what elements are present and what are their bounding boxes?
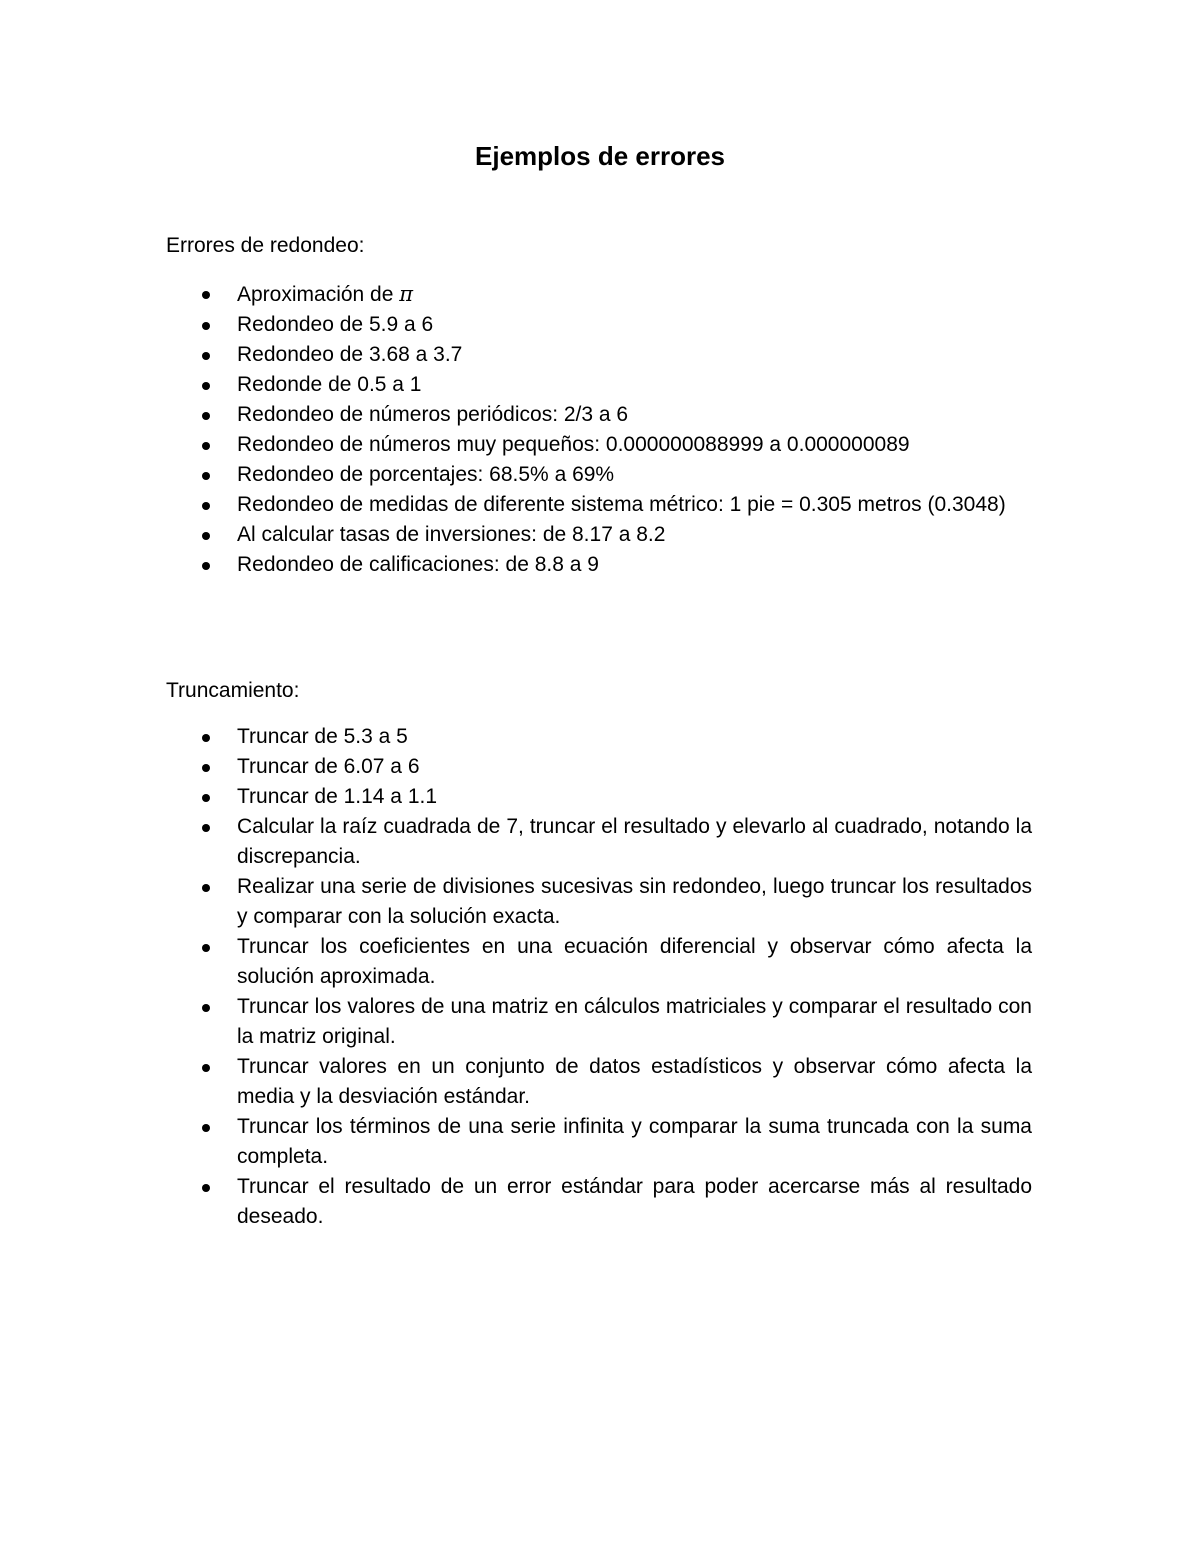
list-item-text: Redondeo de calificaciones: de 8.8 a 9 xyxy=(237,553,599,576)
list-item-text: Calcular la raíz cuadrada de 7, truncar el resultado y elevarlo al cuadrado, notando la discrepancia. xyxy=(237,815,1032,868)
rounding-list xyxy=(166,279,1032,580)
list-item xyxy=(166,340,1032,370)
list-item xyxy=(166,490,1032,520)
bullet-icon xyxy=(202,794,210,802)
bullet-icon xyxy=(202,532,210,540)
bullet-icon xyxy=(202,884,210,892)
bullet-icon xyxy=(202,1004,210,1012)
list-item xyxy=(166,722,1032,752)
list-item xyxy=(166,1172,1032,1232)
bullet-icon xyxy=(202,472,210,480)
list-item-text: Redondeo de números muy pequeños: 0.000000088999 a 0.000000089 xyxy=(237,433,910,456)
list-item-text: Redondeo de 5.9 a 6 xyxy=(237,313,434,336)
bullet-icon xyxy=(202,824,210,832)
list-item xyxy=(166,370,1032,400)
list-item-text: Redondeo de números periódicos: 2/3 a 6 xyxy=(237,403,629,426)
list-item xyxy=(166,752,1032,782)
list-item-text: Truncar de 1.14 a 1.1 xyxy=(237,785,438,808)
list-item xyxy=(166,460,1032,490)
list-item-text: Redondeo de 3.68 a 3.7 xyxy=(237,343,463,366)
list-item-text: Truncar valores en un conjunto de datos estadísticos y observar cómo afecta la media y la desviación estándar. xyxy=(237,1055,1032,1108)
list-item-text: Redondeo de medidas de diferente sistema métrico: 1 pie = 0.305 metros (0.3048) xyxy=(237,493,1006,516)
list-item-text: Al calcular tasas de inversiones: de 8.17 a 8.2 xyxy=(237,523,666,546)
bullet-icon xyxy=(202,764,210,772)
list-item xyxy=(166,520,1032,550)
list-item xyxy=(166,992,1032,1052)
list-item-text: Truncar de 5.3 a 5 xyxy=(237,725,408,748)
bullet-icon xyxy=(202,1064,210,1072)
bullet-icon xyxy=(202,382,210,390)
bullet-icon xyxy=(202,944,210,952)
list-item xyxy=(166,550,1032,580)
list-item-text: Truncar los valores de una matriz en cálculos matriciales y comparar el resultado con la matriz original. xyxy=(237,995,1032,1048)
list-item xyxy=(166,430,1032,460)
list-item-text: Truncar los términos de una serie infinita y comparar la suma truncada con la suma completa. xyxy=(237,1115,1032,1168)
bullet-icon xyxy=(202,734,210,742)
bullet-icon xyxy=(202,1124,210,1132)
truncation-list xyxy=(166,722,1032,1232)
pi-symbol: π xyxy=(399,282,414,306)
list-item-text: Redonde de 0.5 a 1 xyxy=(237,373,422,396)
bullet-icon xyxy=(202,412,210,420)
list-item xyxy=(166,1112,1032,1172)
list-item-text: Truncar el resultado de un error estándar para poder acercarse más al resultado deseado. xyxy=(237,1175,1032,1228)
bullet-icon xyxy=(202,502,210,510)
list-item xyxy=(166,1052,1032,1112)
list-item-text: Aproximación de xyxy=(237,283,400,306)
bullet-icon xyxy=(202,352,210,360)
list-item xyxy=(166,310,1032,340)
list-item-text: Truncar de 6.07 a 6 xyxy=(237,755,420,778)
list-item xyxy=(166,400,1032,430)
list-item-text: Realizar una serie de divisiones sucesivas sin redondeo, luego truncar los resultados y comparar con la solución exacta. xyxy=(237,875,1032,928)
bullet-icon xyxy=(202,291,210,299)
bullet-icon xyxy=(202,562,210,570)
bullet-icon xyxy=(202,1184,210,1192)
bullet-icon xyxy=(202,322,210,330)
document-title: Ejemplos de errores xyxy=(475,141,725,171)
list-item-text: Redondeo de porcentajes: 68.5% a 69% xyxy=(237,463,615,486)
list-item xyxy=(166,872,1032,932)
section-heading-rounding: Errores de redondeo: xyxy=(166,234,365,257)
list-item xyxy=(166,812,1032,872)
list-item-text: Truncar los coeficientes en una ecuación diferencial y observar cómo afecta la solución aproximada. xyxy=(237,935,1032,988)
bullet-icon xyxy=(202,442,210,450)
section-heading-truncation: Truncamiento: xyxy=(166,679,300,702)
list-item xyxy=(166,279,1032,310)
list-item xyxy=(166,932,1032,992)
list-item xyxy=(166,782,1032,812)
